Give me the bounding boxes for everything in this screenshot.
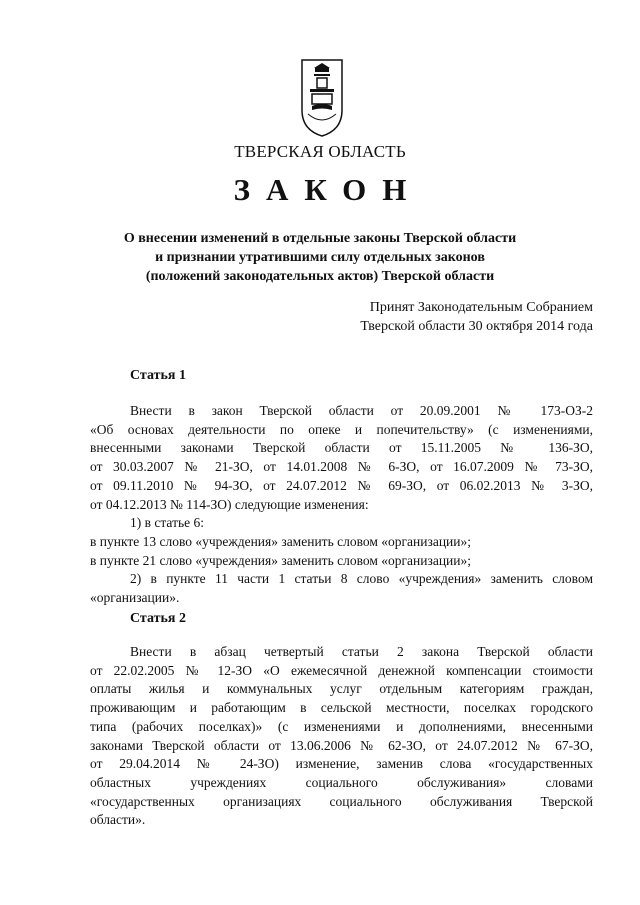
subtitle-line: и признании утратившими силу отдельных законов [155,250,485,265]
text-line: «государственных организациях социального обслуживания Тверской [90,793,593,809]
text-line: законами Тверской области от 13.06.2006 № 62-ЗО, от 24.07.2012 № 67-ЗО, [90,737,593,753]
text-line: 1) в статье 6: [130,515,204,531]
text-line: оплаты жилья и коммунальных услуг отдельным категориям граждан, [90,681,593,697]
text-line: Внести в закон Тверской области от 20.09.2001 № 173-ОЗ-2 [130,403,593,418]
region-name: ТВЕРСКАЯ ОБЛАСТЬ [234,142,406,161]
text-line: области». [90,812,146,828]
text-line: от 30.03.2007 № 21-ЗО, от 14.01.2008 № 6-ЗО, от 16.07.2009 № 73-ЗО, [90,459,593,475]
article-2-body [90,643,593,830]
text-line: от 22.02.2005 № 12-ЗО «О ежемесячной денежной компенсации стоимости [90,662,593,678]
text-line: от 29.04.2014 № 24-ЗО) изменение, заменив слова «государственных [90,756,593,772]
text-line: областных учреждениях социального обслуживания» словами [90,774,593,790]
text-line: в пункте 21 слово «учреждения» заменить словом «организации»; [90,552,471,568]
article-2-heading: Статья 2 [130,611,186,626]
text-line: «организации». [90,590,180,606]
text-line: 2) в пункте 11 части 1 статьи 8 слово «учреждения» заменить словом [130,571,593,587]
text-line: от 09.11.2010 № 94-ЗО, от 24.07.2012 № 69-ЗО, от 06.02.2013 № 3-ЗО, [90,477,593,493]
text-line: типа (рабочих поселках)» (с изменениями и дополнениями, внесенными [90,718,593,734]
subtitle-line: (положений законодательных актов) Тверской области [145,269,495,284]
adoption-note [300,298,593,336]
article-1-heading: Статья 1 [130,368,186,383]
coat-of-arms-emblem [300,58,344,138]
text-line: от 04.12.2013 № 114-ЗО) следующие изменения: [90,496,369,512]
text-line: в пункте 13 слово «учреждения» заменить словом «организации»; [90,533,471,549]
text-line: Внести в абзац четвертый статьи 2 закона Тверской области [130,644,593,659]
text-line: «Об основах деятельности по опеке и попечительству» (с изменениями, [90,421,593,437]
adoption-line: Тверской области 30 октября 2014 года [360,319,593,334]
adoption-line: Принят Законодательным Собранием [369,300,593,315]
law-subtitle [80,229,560,286]
text-line: внесенными законами Тверской области от 15.11.2005 № 136-ЗО, [90,440,593,456]
text-line: проживающим и работающим в сельской местности, поселках городского [90,700,593,716]
subtitle-line: О внесении изменений в отдельные законы Тверской области [123,231,517,246]
article-1-body [90,402,593,608]
document-type-title: ЗАКОН [233,172,423,207]
